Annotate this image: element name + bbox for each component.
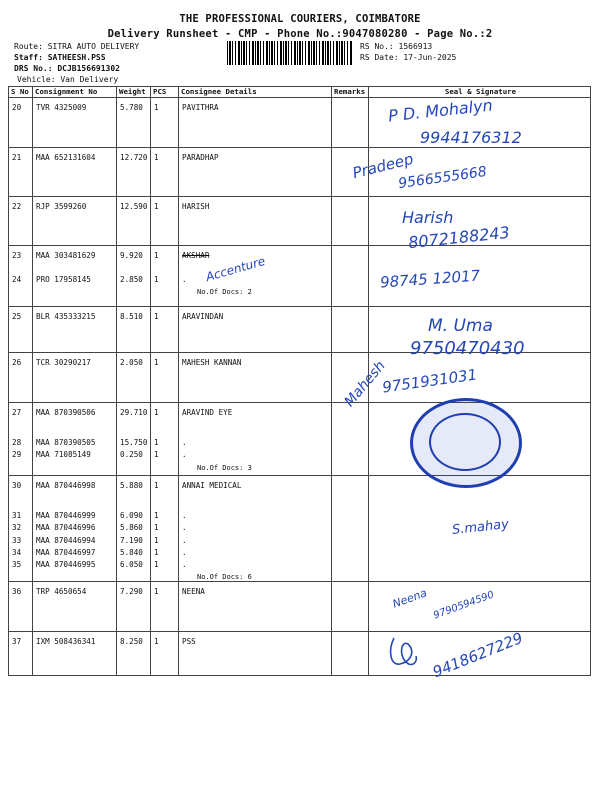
drs-number: DRS No.: DCJB156691302 xyxy=(14,64,120,73)
table-row: 27 28 29 MAA 870390506 MAA 870390505 MAA 71085149 29.710 15.750 0.250 1 1 1 ARAVIND EYE . . No.Of Docs: 3 xyxy=(9,403,591,476)
consignee-name: MAHESH KANNAN xyxy=(182,358,242,367)
phone-25: 9750470430 xyxy=(410,338,525,359)
delivery-stamp xyxy=(410,398,522,488)
signature-37-scribble xyxy=(386,632,422,672)
table-row: 37 IXM 508436341 8.250 1 PSS xyxy=(9,632,591,676)
table-row: 20 TVR 4325009 5.780 1 PAVITHRA xyxy=(9,98,591,148)
consignee-name: ARAVINDAN xyxy=(182,312,224,321)
runsheet-subtitle: Delivery Runsheet - CMP - Phone No.:9047080280 - Page No.:2 xyxy=(107,28,493,40)
col-weight: Weight xyxy=(117,87,151,98)
col-sno: S No xyxy=(9,87,33,98)
table-header-row xyxy=(9,87,591,98)
phone-37: 9418627229 xyxy=(430,628,526,682)
phone-20: 9944176312 xyxy=(420,128,522,147)
col-remarks: Remarks xyxy=(332,87,369,98)
phone-21: 9566555668 xyxy=(397,163,488,193)
phone-36: 9790594590 xyxy=(432,589,496,622)
col-consignment: Consignment No xyxy=(33,87,117,98)
consignee-name: PSS xyxy=(182,637,196,647)
phone-22: 8072188243 xyxy=(407,222,511,253)
col-pcs: PCS xyxy=(151,87,179,98)
barcode xyxy=(227,41,353,65)
vehicle-label: Vehicle: Van Delivery xyxy=(17,75,119,84)
route-label: Route: SITRA AUTO DELIVERY xyxy=(14,42,140,51)
consignee-name: PARADHAP xyxy=(182,153,219,162)
consignee-name: PAVITHRA xyxy=(182,103,219,112)
signature-22: Harish xyxy=(402,208,454,227)
signature-36: Neena xyxy=(390,586,429,611)
consignee-name: ANNAI MEDICAL xyxy=(182,481,242,490)
table-row: 25 BLR 435333215 8.510 1 ARAVINDAN xyxy=(9,307,591,353)
company-title: THE PROFESSIONAL COURIERS, COIMBATORE xyxy=(179,13,421,25)
phone-26: 9751931031 xyxy=(381,365,479,397)
signature-21: Pradeep xyxy=(350,149,416,183)
docs-count: No.Of Docs: 6 xyxy=(197,573,252,582)
table-row: 30 31 32 33 34 35 MAA 870446998 MAA 870446999 MAA 870446996 MAA 870446994 MAA 870446997 MAA 870446995 5.880 6.090 5.860 7.190 5.840 6.050 1 1 1 1 1 1 ANNAI MEDICAL . . . . . No.Of Docs: 6 xyxy=(9,476,591,582)
table-row: 22 RJP 3599260 12.590 1 HARISH xyxy=(9,197,591,246)
rs-number: RS No.: 1566913 xyxy=(360,42,433,51)
signature-26: Mahesh xyxy=(341,358,389,410)
signature-20: P D. Mohalyn xyxy=(387,95,494,126)
col-signature: Seal & Signature xyxy=(369,87,591,98)
signature-25: M. Uma xyxy=(428,316,493,336)
rs-date: RS Date: 17-Jun-2025 xyxy=(360,53,457,62)
phone-23: 98745 12017 xyxy=(379,266,481,292)
docs-count: No.Of Docs: 2 xyxy=(197,288,252,297)
consignee-name: ARAVIND EYE xyxy=(182,408,233,417)
remark-accenture: Accenture xyxy=(204,253,267,285)
docs-count: No.Of Docs: 3 xyxy=(197,463,252,472)
col-consignee: Consignee Details xyxy=(179,87,332,98)
staff-label: Staff: SATHEESH.PSS xyxy=(14,53,106,62)
signature-30: S.mahay xyxy=(451,517,510,538)
consignee-name: HARISH xyxy=(182,202,210,211)
table-row: 21 MAA 652131604 12.720 1 PARADHAP xyxy=(9,148,591,197)
consignee-name: AKSHAR xyxy=(182,251,210,260)
table-row: 26 TCR 30290217 2.050 1 MAHESH KANNAN xyxy=(9,353,591,403)
table-row: 36 TRP 4650654 7.290 1 NEENA xyxy=(9,582,591,632)
consignee-name: NEENA xyxy=(182,587,205,597)
table-row: 23 24 MAA 303481629 PRO 17958145 9.920 2.850 1 1 AKSHAR . No.Of Docs: 2 xyxy=(9,246,591,307)
runsheet-table xyxy=(8,86,591,676)
